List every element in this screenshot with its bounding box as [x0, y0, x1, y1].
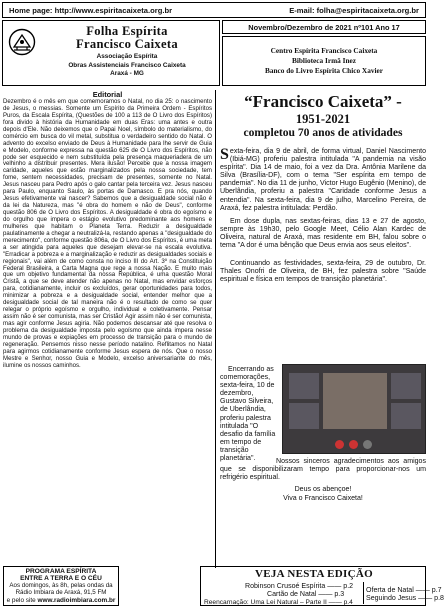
radio-program-title: PROGRAMA ESPÍRITA: [25, 568, 97, 575]
email-line: [289, 6, 419, 15]
contents-title: VEJA NESTA EDIÇÃO: [255, 568, 373, 580]
article-paragraph-5: [220, 458, 426, 482]
contents-item[interactable]: Seguindo Jesus —— p.8: [366, 595, 444, 602]
issue-info: Novembro/Dezembro de 2021 nº101 Ano 17: [222, 20, 426, 34]
article-paragraph-5-text: Nossos sinceros agradecimentos aos amigos que se disponibilizaram tempo para proporcionar-nos um refrigério espiritual.: [220, 458, 426, 482]
editorial-column: [3, 90, 212, 565]
email-link[interactable]: folha@espiritacaixeta.org.br: [316, 5, 419, 15]
speaker-tile: [323, 373, 387, 429]
centros-line-1: Centro Espírita Francisco Caixeta: [270, 46, 378, 55]
participant-tile: [289, 403, 319, 429]
video-call-photo: [282, 364, 426, 454]
article-paragraph-3-text: Continuando as festividades, sexta-feira, 29 de outubro, Dr. Thales Onofri de Oliveira, de BH, fez palestra sobre "Saúde espiritual e física em tempos de transição planetária".: [220, 260, 426, 284]
editorial-text: Dezembro é o mês em que comemoramos o Natal, no dia 25: o nascimento de Jesus, o messias. Somente um Espírito da Primeira Ordem - Espíritos Puros, da Escala Espírita, (Questões de 100 a 113 de O Livro dos Espíritos) fora divido à história da Humanidade em duas Eras: uma antes e outra depois d'Ele. Não deixemos que o Papai Noel, símbolo do materialismo, do comércio em busca do vil metal, substitua o verdadeiro sentido do Natal. O advento do excelso enviado de Deus à Humanidade para lhe servir de Guia e Modelo, conforme expressa na questão 625 de O Livro dos Espíritos, não pode ser esquecido e nem substituída pela presença maqueriadera de um velhinho a distribuir presentes. Mera ilusão! Percebe que a nossa imagem caridade, aqueles que estão marginalizados pela nossa sociedade, tem fome, sentem necessidades, precisam de presentes, somente no Natal. Jesus nasceu para Pedro após o galo cantar pela terceira vez. Jesus nasceu para Paulo, enquanto Saulo, às portas de Damasco. E pra nós, quando Jesus efetivamente vai nascer? Sabemos que a desigualdade social não é da lei da Natureza, mas "é obra do homem e não de Deus", conforme questão 806 de O Livro dos Espíritos. A desigualdade é obra do egoísmo e do orgulho que impera o estágio evolutivo predominante aos homens e mulheres que habitam o Planeta Terra. Reduzir a desigualdade paulatinamente a chegar a neutralizá-la, restando apenas a "desigualdade do merecimento", conforme questão 806a, de O Livro dos Espíritos, é uma meta a ser atingida para aqueles que desejam elevar-se na escala evolutiva. "Erradicar a pobreza e a marginalização e reduzir as desigualdades sociais e regionais", vai além de como consta no inciso III do Art. 3º na Constituição Federal Brasileira, a Carta Magna que rege a nossa Nação. E muito mais que um objetivo fundamental da nossa República, é uma questão Moral Cristã, a que se deve atender não apenas no Natal, mas envidar esforços para, cotidianamente, incluir os excluídos, gerar oportunidades para todos, minimizar a pobreza e a desigualdade social, entender melhor que a desigualdade social de tal maneira não é o resultado de como se quer relegar o próprio egoísmo e orgulho, individual e coletivamente. Pensar assim não é ser comunista, mas ser Cristão! Agir assim não é ser comunista, mas agir conforme Jesus agiria. Não podemos descansar até que resolva o problema da desigualdade imposta pelo egoísmo que ainda impera nesse mundo de provas e expiações em processo de transição para o mundo de regeneração. Pensemos nisso nesse período natalino. Reflitamos no Natal para agirmos cotidianamente conforme Jesus espera de nós. Que o nosso Mestre e Senhor, nosso Guia e Modelo, excelso aniversariante do mês, ilumine os nossos caminhos.: [3, 98, 212, 369]
contents-item[interactable]: Cartão de Natal —— p.3: [267, 591, 345, 598]
mic-icon: [335, 440, 344, 449]
centros-line-3: Banco do Livro Espírita Chico Xavier: [264, 66, 384, 75]
contents-item[interactable]: Oferta de Natal —— p.7: [366, 587, 442, 594]
contents-item[interactable]: Robinson Crusoé Espírita —— p.2: [245, 583, 354, 590]
article-paragraph-4-text: Encerrando as comemorações, sexta-feira, 10 de dezembro, Gustavo Silveira, de Uberlândia, proferiu palestra intitulada "O desafio da família em tempo de transição planetária".: [220, 366, 276, 463]
homepage-link[interactable]: http://www.espiritacaixeta.org.br: [54, 5, 173, 15]
drop-cap: S: [220, 146, 229, 163]
logo-icon: [8, 28, 36, 56]
radio-program-url[interactable]: [4, 597, 118, 604]
email-label: E-mail:: [289, 5, 315, 15]
radio-program-box: [3, 566, 119, 606]
editorial-title: Editorial: [92, 90, 123, 99]
masthead: [2, 20, 220, 86]
article-blessing: [220, 486, 426, 494]
masthead-title-2: Francisco Caixeta: [76, 37, 178, 51]
participant-tile: [391, 403, 421, 429]
article-closing-text: Viva o Francisco Caixeta!: [283, 495, 363, 502]
radio-program-line-2: Rádio Imbiara de Araxá, 91,5 FM: [15, 588, 107, 596]
homepage-label: Home page:: [9, 5, 53, 15]
article-paragraph-4: [220, 366, 278, 463]
radio-program-line-1: Aos domingos, às 8h, pelas ondas da: [9, 581, 113, 589]
article-title: “Francisco Caixeta” -: [244, 92, 402, 111]
radio-program-subtitle: ENTRE A TERRA E O CÉU: [20, 575, 102, 583]
radio-site-link[interactable]: www.radioimbiara.com.br: [37, 596, 116, 604]
contents-box: [200, 566, 444, 606]
article-paragraph-1: [220, 148, 426, 213]
article-paragraph-3: [220, 260, 426, 284]
masthead-line-3: Araxá - MG: [110, 70, 144, 77]
article-blessing-text: Deus os abençoe!: [294, 486, 352, 493]
masthead-line-2: Obras Assistenciais Francisco Caixeta: [68, 61, 186, 69]
centros-box: [222, 36, 426, 86]
article-paragraph-1-text: exta-feira, dia 9 de abril, de forma virtual, Daniel Nascimento (Ibiá-MG) proferiu palestra intitulada "A pandemia na visão espírita". Dia 14 de maio, foi a vez da Dra. Antônia Marilene da Silva (Brasília-DF), com o tema "Ser espírita em tempo de pandemia". No dia 11 de junho, Victor Hugo Eugênio (Menino), de Uberlândia, proferiu a palestra "Caridade conforme Jesus a entendia". Na sexta-feira, dia 9 de julho, Marcelino Pereira, de Araxá, fez palestra intitulada: Perdão.: [220, 148, 426, 212]
article-paragraph-2: [220, 218, 426, 250]
masthead-title-1: Folha Espírita: [86, 24, 168, 38]
column-divider: [215, 90, 216, 568]
end-call-icon: [349, 440, 358, 449]
radio-program-line-3: e pelo site: [6, 596, 36, 604]
article-years: 1951-2021: [295, 112, 351, 126]
article-heading: [218, 92, 428, 139]
homepage-line: [9, 6, 172, 15]
article-subtitle: completou 70 anos de atividades: [243, 126, 403, 139]
article-paragraph-2-text: Em dose dupla, nas sextas-feiras, dias 13 e 27 de agosto, sempre às 19h30, pelo Google Meet, Célio Alan Kardec de Oliveira, natural de Araxá, mas residente em BH, falou sobre o tema "A dor é uma bênção que Deus envia aos seus eleitos".: [220, 218, 426, 250]
camera-icon: [363, 440, 372, 449]
participant-tile: [391, 373, 421, 399]
masthead-line-1: Associação Espírita: [96, 53, 158, 60]
contents-item[interactable]: Reencarnação: Uma Lei Natural – Parte II —— p.4: [204, 599, 353, 606]
contents-divider: [363, 582, 364, 604]
centros-line-2: Biblioteca Irmã Inez: [291, 56, 357, 65]
header-bar: [2, 2, 426, 18]
article-closing: [220, 495, 426, 503]
participant-tile: [289, 373, 319, 399]
